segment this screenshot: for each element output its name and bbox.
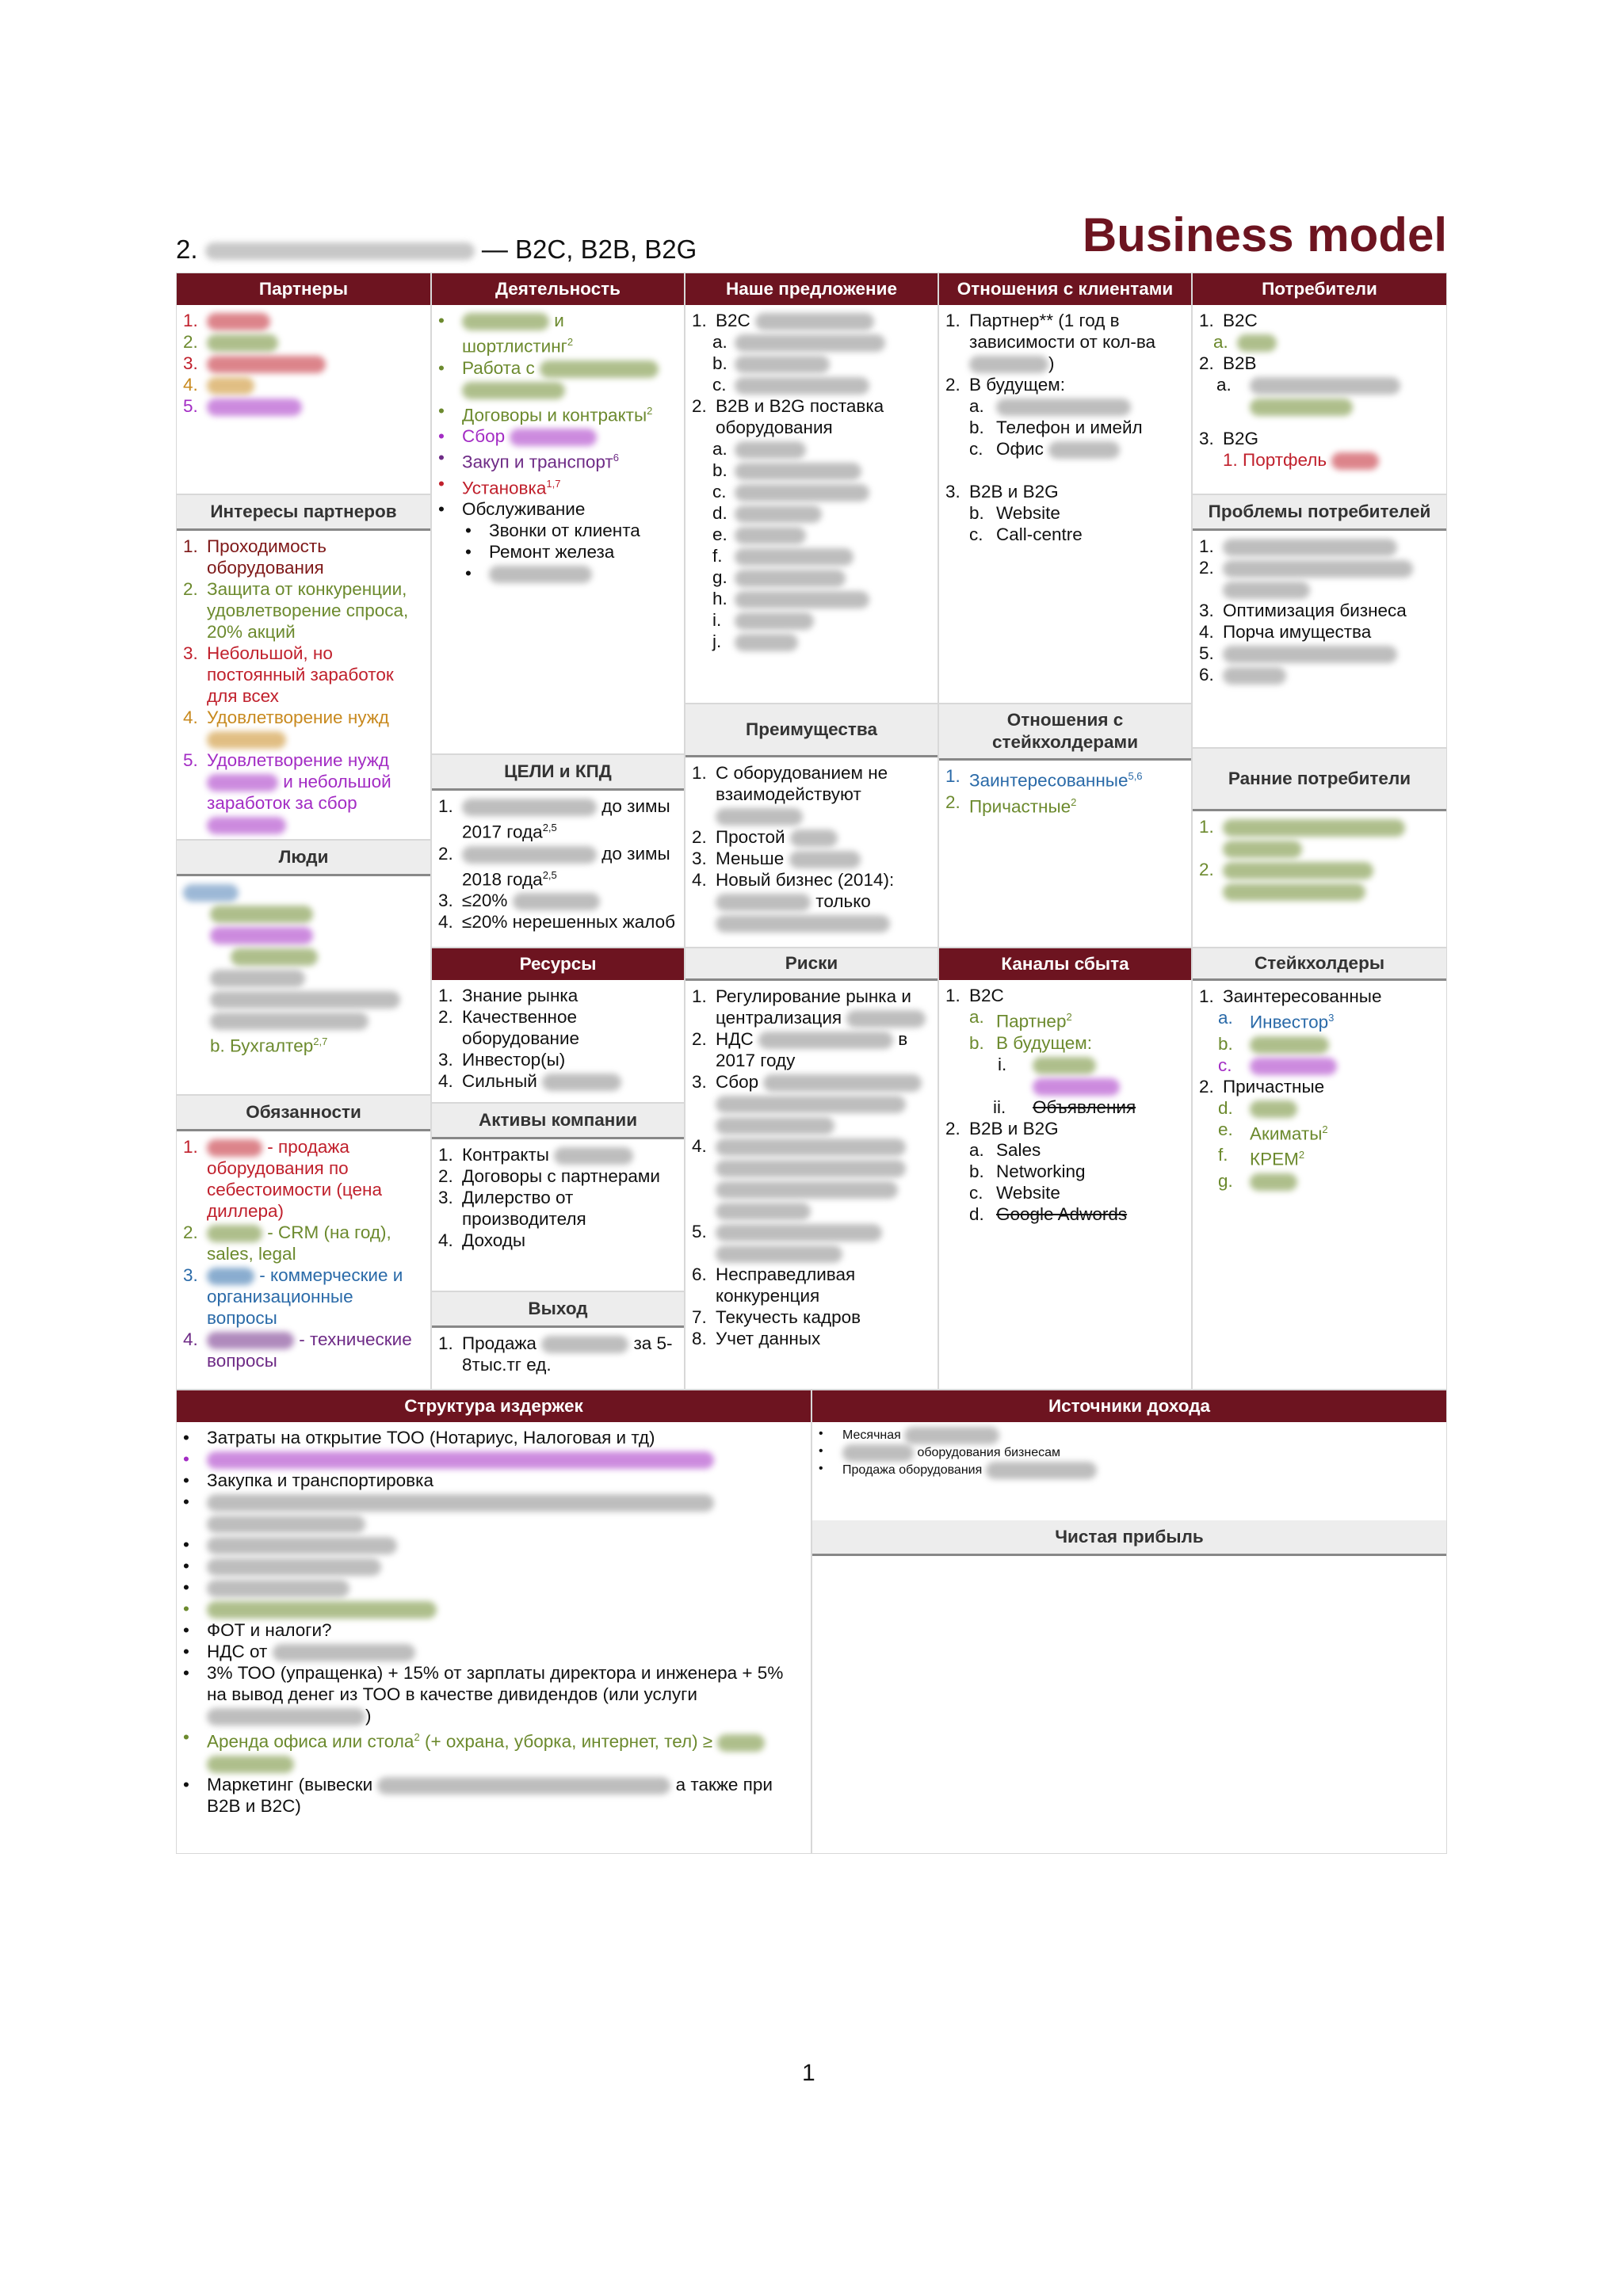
redacted-text xyxy=(846,1010,926,1028)
redacted-text xyxy=(207,356,326,373)
duties-cell xyxy=(176,1095,431,1390)
early-consumers-list xyxy=(1199,816,1438,902)
cost-structure-header: Структура издержек xyxy=(177,1390,811,1422)
offer-item-b2c: 1. B2C xyxy=(692,310,930,331)
redacted-text xyxy=(1223,667,1286,685)
redacted-text xyxy=(207,399,302,416)
revenue-item: • Месячная xyxy=(819,1427,1438,1444)
cost-item: • НДС от xyxy=(183,1641,803,1662)
cost-structure-cell xyxy=(176,1390,812,1854)
risk-item: 5. xyxy=(692,1221,930,1264)
redacted-text xyxy=(1250,399,1353,416)
redacted-text xyxy=(1223,862,1373,879)
cost-item: • ФОТ и налоги? xyxy=(183,1620,332,1640)
redacted-text xyxy=(1250,1100,1297,1118)
consumer-item: 3. B2G xyxy=(1199,429,1259,448)
redacted-text xyxy=(735,484,869,502)
cost-item: • Маркетинг (вывески а также при B2B и B2C) xyxy=(183,1774,773,1816)
redacted-text xyxy=(207,1516,365,1533)
interest-item: 3. Небольшой, но постоянный заработок для всех xyxy=(183,643,394,706)
partners-header: Партнеры xyxy=(177,273,430,305)
redacted-text xyxy=(1250,1058,1337,1075)
risks-cell xyxy=(685,948,938,1390)
activity-item: • Обслуживание xyxy=(438,499,586,519)
redacted-text xyxy=(210,906,313,923)
redacted-text xyxy=(763,1074,922,1092)
redacted-text xyxy=(735,634,798,651)
redacted-text xyxy=(716,808,803,826)
redacted-text xyxy=(1223,646,1397,663)
redacted-text xyxy=(462,799,597,816)
client-relation-sub-item: b. Телефон и имейл xyxy=(969,418,1143,437)
revenue-item: • Продажа оборудования xyxy=(819,1462,1438,1479)
redacted-text xyxy=(1331,452,1379,470)
problem-item: 4. Порча имущества xyxy=(1199,622,1372,642)
output-list xyxy=(438,1333,676,1375)
asset-item: 1. Контракты xyxy=(438,1144,676,1165)
activity-sub-item: • Ремонт железа xyxy=(465,542,615,562)
redacted-text xyxy=(207,1580,349,1597)
channel-item: 1. B2C xyxy=(945,986,1004,1005)
asset-item: 4. Доходы xyxy=(438,1230,526,1250)
consumer-problems-cell xyxy=(1192,494,1447,748)
redacted-text xyxy=(1250,1173,1297,1191)
offer-sub-item: c. xyxy=(692,481,930,502)
page-number: 1 xyxy=(802,2060,815,2086)
partner-item: 2. xyxy=(183,331,422,353)
people-header: Люди xyxy=(177,841,430,876)
revenue-list xyxy=(819,1427,1438,1479)
partner-item: 1. xyxy=(183,310,422,331)
redacted-text xyxy=(377,1777,670,1794)
cost-item: • Затраты на открытие ТОО (Нотариус, Налоговая и тд) xyxy=(183,1428,655,1447)
redacted-text xyxy=(1237,334,1277,352)
consumers-header: Потребители xyxy=(1193,273,1446,305)
redacted-text xyxy=(716,1181,898,1199)
redacted-text xyxy=(1250,377,1400,395)
redacted-text xyxy=(462,382,565,399)
channel-sub-item: d. Google Adwords xyxy=(969,1203,1128,1224)
page-title: Business model xyxy=(1082,208,1447,261)
redacted-text xyxy=(716,1138,906,1156)
risk-item: 8. Учет данных xyxy=(692,1329,821,1348)
stakeholder-relations-cell xyxy=(938,704,1192,948)
offer-sub-item: h. xyxy=(692,588,930,609)
activity-item: • Сбор xyxy=(438,425,676,447)
stakeholder-item: 2. Причастные xyxy=(1199,1076,1325,1097)
redacted-text xyxy=(207,1558,381,1576)
partners-cell xyxy=(176,273,431,494)
stakeholder-relations-header: Отношения с стейкхолдерами xyxy=(939,704,1191,761)
risks-list xyxy=(692,986,930,1349)
advantages-header: Преимущества xyxy=(685,704,938,757)
consumer-problems-list xyxy=(1199,536,1438,685)
goals-list xyxy=(438,795,676,933)
redacted-text xyxy=(1223,819,1405,837)
interest-item: 5. Удовлетворение нужд и небольшой заработок за сбор xyxy=(183,749,422,835)
client-relation-sub-item: c. Call-centre xyxy=(969,524,1083,544)
offer-sub-item: f. xyxy=(692,545,930,566)
partner-interests-cell xyxy=(176,494,431,840)
problem-item: 6. xyxy=(1199,664,1438,685)
output-item: 1. Продажа за 5-8тыс.тг ед. xyxy=(438,1333,673,1375)
activity-item: • Договоры и контракты$^2$ xyxy=(438,400,653,425)
offer-sub-item: j. xyxy=(692,631,930,652)
redacted-text xyxy=(735,463,861,480)
client-relations-cell xyxy=(938,273,1192,704)
goal-item: 1. до зимы 2017 года$^{2,5}$ xyxy=(438,796,670,842)
redacted-text xyxy=(969,356,1048,373)
goal-item: 4. ≤20% нерешенных жалоб xyxy=(438,912,676,932)
activities-cell xyxy=(431,273,685,754)
redacted-text xyxy=(207,1451,714,1469)
redacted-text xyxy=(1223,883,1365,901)
redacted-text xyxy=(735,356,830,373)
activity-item: • Работа с xyxy=(438,357,676,400)
duties-list xyxy=(183,1136,422,1371)
client-relation-item: 3. B2B и B2G xyxy=(945,482,1059,502)
resource-item: 1. Знание рынка xyxy=(438,986,579,1005)
redacted-text xyxy=(207,1708,365,1726)
redacted-text xyxy=(207,774,278,791)
duty-item: 2. - CRM (на год), sales, legal xyxy=(183,1222,391,1264)
channel-sub-item: b. Networking xyxy=(969,1161,1086,1181)
cost-item: • xyxy=(183,1534,803,1555)
page-subtitle xyxy=(176,235,697,265)
redacted-text xyxy=(1223,539,1397,556)
redacted-text xyxy=(1033,1057,1096,1074)
resource-item: 2. Качественное оборудование xyxy=(438,1007,580,1048)
redacted-text xyxy=(716,1203,811,1220)
redacted-text xyxy=(716,1245,842,1263)
problem-item: 1. xyxy=(1199,536,1438,557)
redacted-text xyxy=(735,570,846,587)
advantage-item: 3. Меньше xyxy=(692,848,930,869)
redacted-text xyxy=(210,970,305,987)
activities-list xyxy=(438,310,676,584)
client-relation-item: 1. Партнер** (1 год в зависимости от кол-ва ) xyxy=(945,311,1156,373)
redacted-text xyxy=(789,851,861,868)
stakeholder-sub-item: e. Акиматы$^2$ xyxy=(1218,1119,1328,1143)
client-relation-sub-item: c. Офис xyxy=(945,438,1183,460)
output-cell xyxy=(431,1291,685,1390)
offer-sub-item: a. xyxy=(692,331,930,353)
redacted-text xyxy=(986,1462,1097,1479)
partner-interests-header: Интересы партнеров xyxy=(177,495,430,531)
activity-item: • Установка$^{1,7}$ xyxy=(438,473,561,498)
offer-sub-item: i. xyxy=(692,609,930,631)
client-relation-item: 2. В будущем: xyxy=(945,375,1066,395)
redacted-people-list: b. Бухгалтер$^{2,7}$ xyxy=(183,881,422,1057)
redacted-text xyxy=(207,377,254,395)
asset-item: 3. Дилерство от производителя xyxy=(438,1188,586,1229)
redacted-text xyxy=(1223,582,1310,599)
channels-cell xyxy=(938,948,1192,1390)
business-model-canvas xyxy=(176,273,1447,1390)
redacted-text xyxy=(183,884,239,902)
risk-item: 6. Несправедливая конкуренция xyxy=(692,1264,856,1306)
risk-item: 4. xyxy=(692,1135,930,1221)
interest-item: 1. Проходимость оборудования xyxy=(183,536,327,578)
offer-sub-item: c. xyxy=(692,374,930,395)
advantage-item: 1. С оборудованием не взаимодействуют xyxy=(692,762,930,826)
channel-sub-item: b. В будущем: xyxy=(969,1032,1093,1053)
offer-sub-item: a. xyxy=(692,438,930,460)
accountant-label: b. Бухгалтер xyxy=(210,1035,314,1056)
channel-sub-item: c. Website xyxy=(969,1182,1060,1203)
revenue-cell xyxy=(812,1390,1447,1854)
redacted-text xyxy=(207,1494,714,1512)
stakeholder-sub-item: g. xyxy=(1199,1170,1438,1192)
redacted-text xyxy=(716,894,811,911)
redacted-text xyxy=(540,360,659,378)
problem-item: 2. xyxy=(1199,557,1438,600)
offer-list xyxy=(692,310,930,652)
channels-list xyxy=(945,985,1183,1225)
redacted-text xyxy=(904,1427,999,1444)
early-consumers-cell xyxy=(1192,748,1447,948)
channel-sub-item: a. Sales xyxy=(969,1139,1041,1160)
channel-sub-sub-item: i. xyxy=(945,1054,1183,1097)
goal-item: 3. ≤20% xyxy=(438,890,676,911)
stakeholder-relations-list xyxy=(945,765,1183,817)
redacted-text xyxy=(210,927,313,944)
consumer-sub-item: a. xyxy=(1199,331,1438,353)
redacted-text xyxy=(735,612,814,630)
resources-header: Ресурсы xyxy=(432,948,684,980)
client-relations-header: Отношения с клиентами xyxy=(939,273,1191,305)
offer-item-b2b: 2. B2B и B2G поставка оборудования xyxy=(692,396,884,437)
offer-sub-item: b. xyxy=(692,353,930,374)
redacted-text xyxy=(735,505,822,523)
consumer-sub-item: a. xyxy=(1199,374,1438,417)
consumer-item: 1. B2C xyxy=(1199,311,1258,330)
resources-list xyxy=(438,985,676,1092)
risk-item: 2. НДС в 2017 году xyxy=(692,1029,908,1070)
redacted-text xyxy=(207,817,286,834)
redacted-text xyxy=(1048,441,1120,459)
channel-item: 2. B2B и B2G xyxy=(945,1118,1059,1138)
early-consumer-item: 2. xyxy=(1199,859,1438,902)
consumers-list xyxy=(1199,310,1438,471)
offer-sub-item: d. xyxy=(692,502,930,524)
redacted-text xyxy=(510,429,597,446)
cost-item: • xyxy=(183,1555,803,1577)
activity-item: • и шортлистинг$^2$ xyxy=(438,311,574,357)
resource-item: 3. Инвестор(ы) xyxy=(438,1050,566,1070)
redacted-text xyxy=(755,313,874,330)
cost-item: • xyxy=(183,1598,803,1619)
offer-header: Наше предложение xyxy=(685,273,938,305)
redacted-text xyxy=(1223,841,1302,858)
redacted-text xyxy=(207,334,278,352)
activity-item: • Закуп и транспорт$^6$ xyxy=(438,448,619,472)
risks-header: Риски xyxy=(685,948,938,981)
offer-sub-item: b. xyxy=(692,460,930,481)
cost-item: • 3% ТОО (упращенка) + 15% от зарплаты директора и инженера + 5% на вывод денег из ТОО в качестве дивидендов (или услуги ) xyxy=(183,1663,784,1726)
interest-item: 2. Защита от конкуренции, удовлетворение спроса, 20% акций xyxy=(183,579,409,642)
goals-cell xyxy=(431,754,685,948)
cost-item: • xyxy=(183,1577,803,1598)
redacted-text xyxy=(735,334,885,352)
asset-item: 2. Договоры с партнерами xyxy=(438,1166,660,1186)
stakeholders-list xyxy=(1199,986,1438,1192)
partners-list xyxy=(183,310,422,417)
redacted-text xyxy=(210,1013,369,1030)
channel-sub-sub-item: ii. Объявления xyxy=(993,1097,1136,1117)
stakeholder-sub-item: a. Инвестор$^3$ xyxy=(1218,1008,1335,1032)
partner-item: 5. xyxy=(183,395,422,417)
redacted-text xyxy=(273,1644,415,1661)
redacted-text xyxy=(996,399,1131,416)
advantage-item: 4. Новый бизнес (2014): только xyxy=(692,869,930,933)
redacted-text xyxy=(735,548,854,566)
redacted-text xyxy=(716,1096,906,1113)
redacted-text xyxy=(210,991,400,1009)
redacted-text xyxy=(554,1147,633,1165)
problem-item: 5. xyxy=(1199,643,1438,664)
consumer-sub-item: 1. Портфель xyxy=(1199,449,1438,471)
consumers-cell xyxy=(1192,273,1447,494)
redacted-text xyxy=(716,1224,882,1241)
cost-item: • xyxy=(183,1448,803,1470)
stakeholders-cell xyxy=(1192,948,1447,1390)
consumer-item: 2. B2B xyxy=(1199,353,1257,373)
consumer-problems-header: Проблемы потребителей xyxy=(1193,495,1446,531)
stakeholder-sub-item: b. xyxy=(1199,1033,1438,1055)
stakeholder-relation-item: 1. Заинтересованные$^{5,6}$ xyxy=(945,766,1143,791)
duty-item: 1. - продажа оборудования по себестоимости (цена диллера) xyxy=(183,1137,382,1221)
redacted-text xyxy=(735,527,806,544)
cost-structure-list xyxy=(183,1427,803,1817)
partner-interests-list xyxy=(183,536,422,835)
redacted-text xyxy=(489,566,592,583)
redacted-text xyxy=(716,1117,834,1135)
advantages-list xyxy=(692,762,930,933)
client-relations-list xyxy=(945,310,1183,545)
cost-item: • xyxy=(183,1491,803,1534)
people-cell xyxy=(176,840,431,1095)
net-profit-header: Чистая прибыль xyxy=(812,1520,1446,1556)
duties-header: Обязанности xyxy=(177,1096,430,1131)
redacted-text xyxy=(205,242,475,260)
activity-sub-item: • xyxy=(438,563,676,584)
risk-item: 7. Текучесть кадров xyxy=(692,1307,861,1327)
redacted-text xyxy=(716,915,890,933)
stakeholder-sub-item: f. КРЕМ$^2$ xyxy=(1218,1145,1305,1169)
offer-cell xyxy=(685,273,938,704)
partner-item: 4. xyxy=(183,374,422,395)
redacted-text xyxy=(735,591,869,608)
redacted-text xyxy=(462,313,549,330)
redacted-text xyxy=(541,1336,628,1353)
redacted-text xyxy=(790,830,838,847)
stakeholders-header: Стейкхолдеры xyxy=(1193,948,1446,981)
early-consumer-item: 1. xyxy=(1199,816,1438,859)
interest-item: 4. Удовлетворение нужд xyxy=(183,707,422,749)
redacted-text xyxy=(717,1734,765,1752)
redacted-text xyxy=(735,377,869,395)
advantage-item: 2. Простой xyxy=(692,826,930,848)
risk-item: 3. Сбор xyxy=(692,1071,930,1135)
stakeholder-sub-item: c. xyxy=(1199,1055,1438,1076)
assets-list xyxy=(438,1144,676,1251)
partner-item: 3. xyxy=(183,353,422,374)
stakeholder-item: 1. Заинтересованные xyxy=(1199,986,1382,1006)
assets-header: Активы компании xyxy=(432,1104,684,1139)
duty-item: 4. - технические вопросы xyxy=(183,1329,412,1371)
redacted-text xyxy=(207,1537,397,1554)
revenue-item: • оборудования бизнесам xyxy=(819,1444,1438,1462)
redacted-text xyxy=(207,1268,254,1285)
channel-sub-item: a. Партнер$^2$ xyxy=(969,1007,1072,1032)
redacted-text xyxy=(513,893,600,910)
stakeholder-sub-item: d. xyxy=(1199,1097,1438,1119)
resource-item: 4. Сильный xyxy=(438,1070,676,1092)
problem-item: 3. Оптимизация бизнеса xyxy=(1199,601,1407,620)
duty-item: 3. - коммерческие и организационные вопросы xyxy=(183,1265,403,1328)
stakeholder-relation-item: 2. Причастные$^2$ xyxy=(945,791,1077,816)
channels-header: Каналы сбыта xyxy=(939,948,1191,980)
resources-cell xyxy=(431,948,685,1103)
redacted-text xyxy=(842,1444,914,1462)
subtitle-suffix: — B2C, B2B, B2G xyxy=(481,235,697,264)
client-relation-sub-item: b. Website xyxy=(969,503,1060,523)
redacted-text xyxy=(758,1032,893,1049)
redacted-text xyxy=(207,313,270,330)
redacted-text xyxy=(207,731,286,749)
section-number: 2. xyxy=(176,235,198,264)
activities-header: Деятельность xyxy=(432,273,684,305)
redacted-text xyxy=(207,1601,437,1619)
redacted-text xyxy=(207,1756,294,1773)
redacted-text xyxy=(1223,560,1413,578)
assets-cell xyxy=(431,1103,685,1291)
output-header: Выход xyxy=(432,1292,684,1328)
redacted-text xyxy=(462,846,597,864)
redacted-text xyxy=(542,1074,621,1091)
redacted-text xyxy=(735,441,806,459)
redacted-text xyxy=(207,1139,262,1157)
risk-item: 1. Регулирование рынка и централизация xyxy=(692,986,930,1028)
offer-sub-item: g. xyxy=(692,566,930,588)
cost-item: • Аренда офиса или стола$^2$ (+ охрана, уборка, интернет, тел) ≥ xyxy=(183,1726,803,1774)
redacted-text xyxy=(716,1160,906,1177)
redacted-text xyxy=(1250,1036,1329,1054)
cost-item: • Закупка и транспортировка xyxy=(183,1470,433,1490)
early-consumers-header: Ранние потребители xyxy=(1193,749,1446,811)
offer-sub-item: e. xyxy=(692,524,930,545)
redacted-text xyxy=(207,1332,294,1349)
advantages-cell xyxy=(685,704,938,948)
redacted-text xyxy=(1033,1078,1120,1096)
redacted-text xyxy=(231,948,318,966)
client-relation-sub-item: a. xyxy=(945,395,1183,417)
goals-header: ЦЕЛИ и КПД xyxy=(432,755,684,791)
activity-sub-item: • Звонки от клиента xyxy=(465,521,640,540)
revenue-header: Источники дохода xyxy=(812,1390,1446,1422)
redacted-text xyxy=(207,1225,262,1242)
goal-item: 2. до зимы 2018 года$^{2,5}$ xyxy=(438,843,670,889)
